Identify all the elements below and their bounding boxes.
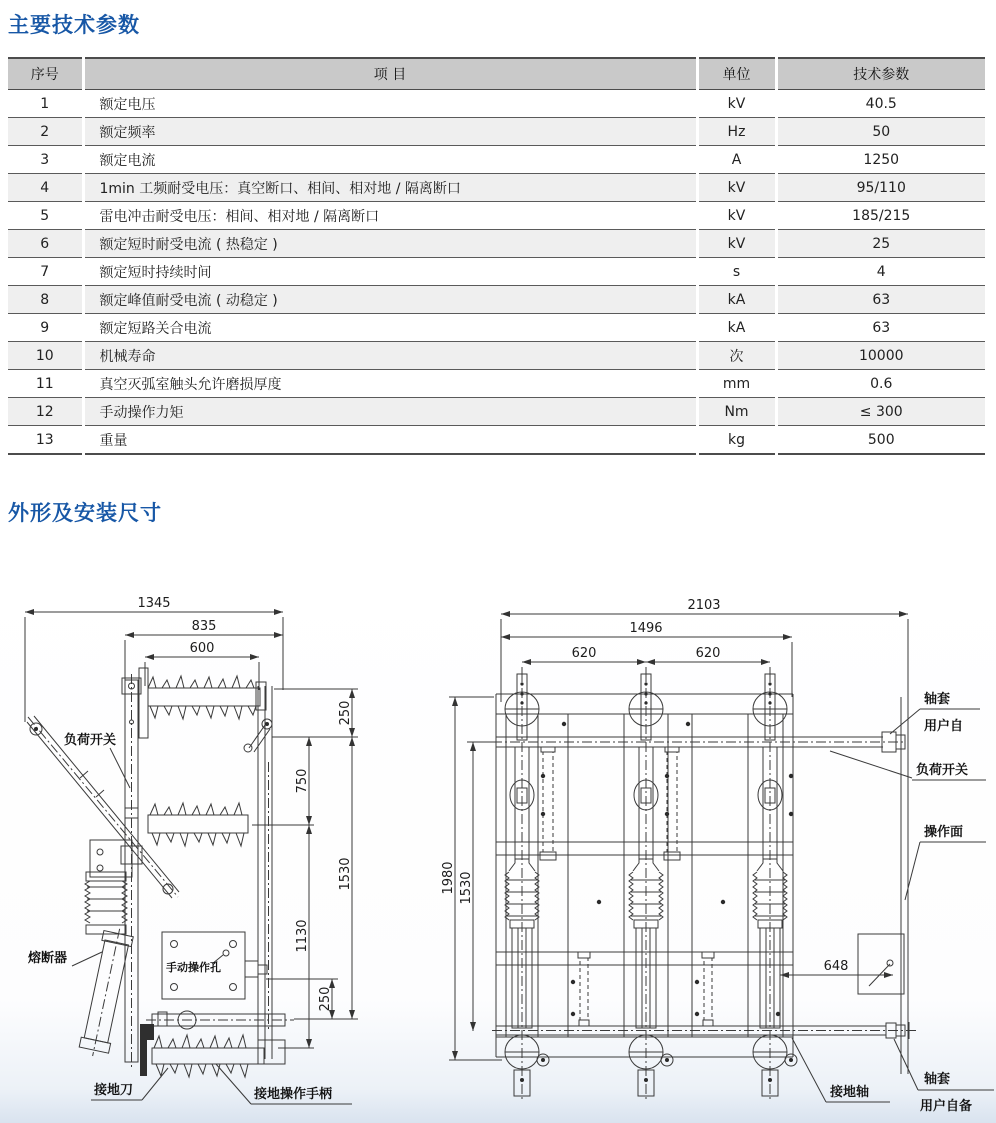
dim-1345: 1345 — [137, 596, 171, 611]
section-title-outline-dimensions: 外形及安装尺寸 — [8, 501, 162, 525]
cell-no: 12 — [8, 398, 83, 426]
label-shaft-sleeve-top: 轴套 — [924, 692, 951, 707]
cell-value: 4 — [776, 258, 985, 286]
cell-no: 7 — [8, 258, 83, 286]
dim-1130: 1130 — [295, 919, 310, 953]
label-load-switch: 负荷开关 — [64, 733, 117, 748]
dim-1980: 1980 — [441, 861, 456, 895]
cell-item: 额定短时持续时间 — [83, 258, 697, 286]
cell-no: 8 — [8, 286, 83, 314]
cell-value: 185/215 — [776, 202, 985, 230]
label-fuse: 熔断器 — [28, 951, 68, 966]
table-row — [8, 398, 985, 426]
cell-unit: mm — [697, 370, 776, 398]
table-header-row — [8, 58, 985, 90]
header-no: 序号 — [8, 58, 83, 90]
table-row — [8, 426, 985, 455]
cell-value: 10000 — [776, 342, 985, 370]
cell-no: 2 — [8, 118, 83, 146]
dim-620-left: 620 — [571, 646, 597, 661]
left-dimension-lines — [25, 612, 358, 1048]
header-value: 技术参数 — [776, 58, 985, 90]
table-row — [8, 342, 985, 370]
cell-value: 500 — [776, 426, 985, 455]
drawings-panel — [0, 562, 996, 1123]
dim-250-bottom: 250 — [318, 986, 333, 1012]
cell-item: 额定短时耐受电流 ( 热稳定 ) — [83, 230, 697, 258]
cell-item: 额定短路关合电流 — [83, 314, 697, 342]
left-drawing-side-view — [2, 562, 442, 1120]
cell-value: 25 — [776, 230, 985, 258]
section-title-main-parameters: 主要技术参数 — [8, 13, 140, 37]
cell-unit: Nm — [697, 398, 776, 426]
dim-2103: 2103 — [687, 598, 721, 613]
header-item: 项 目 — [83, 58, 697, 90]
label-load-switch-front: 负荷开关 — [916, 763, 969, 778]
technical-parameters-table — [8, 57, 985, 455]
label-user-supplied-top: 用户自 — [924, 719, 964, 734]
dim-600: 600 — [189, 641, 215, 656]
cell-value: 63 — [776, 286, 985, 314]
dim-750: 750 — [295, 768, 310, 794]
table-row — [8, 314, 985, 342]
cell-value: 0.6 — [776, 370, 985, 398]
label-user-supplied-bottom: 用户自备 — [920, 1099, 973, 1114]
cell-no: 13 — [8, 426, 83, 455]
label-ground-knife: 接地刀 — [94, 1083, 134, 1098]
dim-620-right: 620 — [695, 646, 721, 661]
cell-item: 额定电压 — [83, 90, 697, 118]
cell-no: 1 — [8, 90, 83, 118]
cell-value: 40.5 — [776, 90, 985, 118]
right-structure — [492, 670, 918, 1102]
cell-unit: kA — [697, 314, 776, 342]
cell-item: 重量 — [83, 426, 697, 455]
label-shaft-sleeve-bottom: 轴套 — [924, 1072, 951, 1087]
table-row — [8, 146, 985, 174]
cell-unit: Hz — [697, 118, 776, 146]
cell-value: 50 — [776, 118, 985, 146]
cell-unit: kV — [697, 90, 776, 118]
left-structure — [27, 668, 294, 1077]
right-drawing-front-view — [438, 562, 994, 1120]
table-row — [8, 90, 985, 118]
label-ground-operation-handle: 接地操作手柄 — [254, 1087, 333, 1102]
cell-unit: kA — [697, 286, 776, 314]
cell-no: 6 — [8, 230, 83, 258]
dim-1530: 1530 — [338, 857, 353, 891]
header-unit: 单位 — [697, 58, 776, 90]
cell-item: 手动操作力矩 — [83, 398, 697, 426]
cell-unit: kV — [697, 174, 776, 202]
table-row — [8, 258, 985, 286]
cell-value: 63 — [776, 314, 985, 342]
cell-no: 3 — [8, 146, 83, 174]
table-row — [8, 174, 985, 202]
cell-unit: s — [697, 258, 776, 286]
cell-unit: kV — [697, 230, 776, 258]
cell-value: 1250 — [776, 146, 985, 174]
cell-unit: kg — [697, 426, 776, 455]
dim-1496: 1496 — [629, 621, 663, 636]
cell-no: 4 — [8, 174, 83, 202]
dim-648: 648 — [823, 959, 849, 974]
table-row — [8, 230, 985, 258]
label-manual-operation-hole: 手动操作孔 — [166, 961, 221, 974]
cell-item: 1min 工频耐受电压：真空断口、相间、相对地 / 隔离断口 — [83, 174, 697, 202]
cell-item: 额定电流 — [83, 146, 697, 174]
cell-item: 额定峰值耐受电流 ( 动稳定 ) — [83, 286, 697, 314]
cell-item: 真空灭弧室触头允许磨损厚度 — [83, 370, 697, 398]
table-row — [8, 118, 985, 146]
cell-unit: kV — [697, 202, 776, 230]
cell-unit: 次 — [697, 342, 776, 370]
table-row — [8, 286, 985, 314]
cell-value: ≤ 300 — [776, 398, 985, 426]
table-row — [8, 202, 985, 230]
label-ground-shaft: 接地轴 — [830, 1085, 870, 1100]
label-operation-panel: 操作面 — [924, 825, 964, 840]
dim-250-top: 250 — [338, 700, 353, 726]
cell-item: 雷电冲击耐受电压：相间、相对地 / 隔离断口 — [83, 202, 697, 230]
dim-1530-right: 1530 — [459, 871, 474, 905]
cell-no: 11 — [8, 370, 83, 398]
cell-item: 机械寿命 — [83, 342, 697, 370]
cell-no: 5 — [8, 202, 83, 230]
cell-no: 9 — [8, 314, 83, 342]
cell-value: 95/110 — [776, 174, 985, 202]
cell-no: 10 — [8, 342, 83, 370]
cell-unit: A — [697, 146, 776, 174]
cell-item: 额定频率 — [83, 118, 697, 146]
dim-835: 835 — [191, 619, 217, 634]
table-row — [8, 370, 985, 398]
